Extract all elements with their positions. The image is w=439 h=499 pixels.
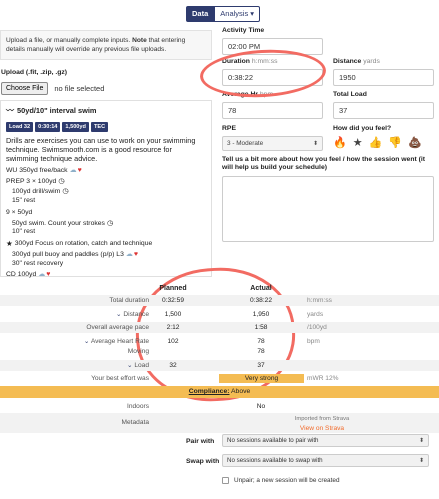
row-planned: 2:12 <box>166 324 180 331</box>
tab-bar <box>186 6 260 22</box>
step-text: CD 100yd <box>6 271 37 278</box>
feel-label: How did you feel? <box>333 125 392 132</box>
heart-icon: ♥ <box>133 251 139 258</box>
row-label <box>127 360 149 371</box>
heart-icon: ♥ <box>46 271 51 278</box>
chevron-down-icon: ⬍ <box>418 458 424 464</box>
caret-down-icon: ▾ <box>250 9 255 18</box>
pair-value: No sessions available to pair with <box>227 437 319 444</box>
step-text: 300yd pull buoy and paddles (p/p) L3 <box>12 251 124 258</box>
step-text: WU 350yd free/back <box>6 167 68 174</box>
cloud-icon: ☁ <box>69 167 77 174</box>
strava-imported: Imported from Strava <box>294 416 350 422</box>
avg-hr-input[interactable]: 78 <box>222 102 323 119</box>
tab-analysis[interactable] <box>214 6 260 22</box>
pair-select[interactable] <box>222 434 429 447</box>
compliance-label: Compliance: <box>188 388 230 395</box>
thumbs-up-icon[interactable]: 👍 <box>368 137 383 149</box>
pair-label: Pair with <box>186 438 215 445</box>
chevron-down-icon[interactable]: ⌄ <box>83 338 90 345</box>
unpair-checkbox[interactable] <box>222 477 229 484</box>
metadata-label: Metadata <box>121 419 149 426</box>
row-label: Your best effort was <box>91 375 149 382</box>
swim-icon: 〰 <box>6 106 14 115</box>
step-rest: 30" rest recovery <box>12 259 64 267</box>
chevron-down-icon: ⬍ <box>418 438 424 444</box>
row-label: Overall average pace <box>86 324 149 331</box>
table-row <box>0 295 439 306</box>
compliance-bar <box>0 386 439 398</box>
compliance-value: Above <box>229 388 251 395</box>
upload-label: Upload (.fit, .zip, .gz) <box>1 69 68 76</box>
workout-step <box>6 271 206 280</box>
chevron-down-icon[interactable]: ⌄ <box>126 362 133 369</box>
notes-label: Tell us a bit more about how you feel / how the session went (it will help us build your schedule) <box>222 156 426 171</box>
table-row <box>0 373 439 384</box>
row-label-text: Distance <box>123 311 149 318</box>
rpe-value: 3 - Moderate <box>227 140 264 147</box>
upload-info <box>0 30 212 60</box>
workout-step <box>6 209 206 218</box>
activity-time-label: Activity Time <box>222 27 265 34</box>
row-label <box>116 309 149 320</box>
step-text: 100yd drill/swim <box>12 188 61 195</box>
step-text: 9 × 50yd <box>6 209 33 216</box>
clock-icon: ◷ <box>58 177 65 185</box>
clock-icon: ◷ <box>106 219 114 227</box>
row-actual: 0:38:22 <box>250 297 272 304</box>
tab-data[interactable]: Data <box>186 6 214 22</box>
info-text-suffix: that entering details manually will override any previous file uploads. <box>6 37 186 53</box>
distance-label <box>333 58 380 65</box>
workout-step <box>6 167 206 176</box>
tab-analysis-label: Analysis <box>220 9 249 18</box>
duration-input[interactable]: 0:38:22 <box>222 69 323 86</box>
swap-select[interactable] <box>222 454 429 467</box>
avg-hr-unit: bpm <box>259 91 274 98</box>
workout-title: 50yd/10" interval swim <box>17 106 97 115</box>
workout-step <box>6 240 206 249</box>
unpair-option[interactable] <box>222 477 340 484</box>
swap-label: Swap with <box>186 458 220 465</box>
duration-label-text: Duration <box>222 58 250 65</box>
chevron-down-icon[interactable]: ⌄ <box>115 311 122 318</box>
workout-step <box>6 188 206 205</box>
row-unit: bpm <box>307 338 320 345</box>
step-text: PREP 3 × 100yd <box>6 177 57 185</box>
row-label-text: Average Heart Rate <box>90 338 149 345</box>
star-icon[interactable]: ★ <box>352 137 363 149</box>
total-load-input[interactable]: 37 <box>333 102 434 119</box>
notes-textarea[interactable] <box>222 176 434 242</box>
row-unit: yards <box>307 311 324 318</box>
step-text: 300yd Focus on rotation, catch and technique <box>14 239 153 247</box>
indoors-value: No <box>256 403 266 410</box>
row-actual: 37 <box>257 362 265 369</box>
row-actual: 1,950 <box>252 311 270 318</box>
duration-label <box>222 58 278 65</box>
row-label: Total duration <box>109 297 149 304</box>
row-unit: h:mm:ss <box>307 297 332 304</box>
duration-unit: h:mm:ss <box>251 58 278 65</box>
workout-description: Drills are exercises you can use to work on your swimming technique. Swimsmooth.com is a good resource for swimming technique advice. <box>6 136 196 163</box>
info-text: Upload a file, or manually complete inputs. <box>6 37 133 44</box>
workout-step <box>6 178 206 187</box>
badge-type: TEC <box>91 122 108 132</box>
table-row <box>0 309 439 320</box>
actual-header: Actual <box>250 285 272 292</box>
workout-step <box>6 251 206 268</box>
distance-unit: yards <box>363 58 380 65</box>
best-effort-badge: Very strong <box>219 374 304 383</box>
distance-input[interactable]: 1950 <box>333 69 434 86</box>
row-actual: 78 <box>257 338 265 345</box>
row-unit: /100yd <box>307 324 327 331</box>
table-row <box>0 360 439 371</box>
row-unit: mWR 12% <box>307 375 339 382</box>
activity-time-input[interactable]: 02:00 PM <box>222 38 323 55</box>
chevron-down-icon: ⬍ <box>312 141 318 147</box>
choose-file-button[interactable]: Choose File <box>1 82 48 95</box>
step-rest: 15" rest <box>12 196 36 204</box>
metadata-value <box>282 414 362 433</box>
avg-hr-label <box>222 91 273 98</box>
swap-value: No sessions available to swap with <box>227 457 323 464</box>
unpair-label: Unpair; a new session will be created <box>234 477 340 484</box>
fire-icon[interactable]: 🔥 <box>333 137 347 149</box>
row-planned: 0:32:59 <box>162 297 184 304</box>
row-planned: 32 <box>169 362 177 369</box>
table-row <box>0 413 439 433</box>
workout-step <box>6 220 206 237</box>
indoors-label: Indoors <box>127 403 149 410</box>
step-text: 50yd swim. Count your strokes <box>12 219 105 227</box>
poop-icon[interactable]: 💩 <box>407 137 422 149</box>
badge-duration: 0:30:14 <box>35 122 60 132</box>
star-icon: ★ <box>6 238 13 248</box>
table-header <box>0 283 439 294</box>
row-planned: 102 <box>167 338 179 345</box>
clock-icon: ◷ <box>62 188 69 195</box>
table-row <box>0 322 439 333</box>
avg-hr-label-text: Average Hr <box>222 91 259 98</box>
step-rest: 10" rest <box>12 228 36 235</box>
rpe-select[interactable] <box>222 136 323 151</box>
cloud-icon: ☁ <box>38 271 46 278</box>
view-on-strava-link[interactable]: View on Strava <box>299 425 345 432</box>
feel-icons <box>333 136 422 149</box>
row-actual: 1:58 <box>254 324 268 331</box>
row-label-text: Load <box>134 362 149 369</box>
table-row <box>0 401 439 412</box>
thumbs-down-icon[interactable]: 👎 <box>388 137 402 149</box>
rpe-label: RPE <box>222 125 236 132</box>
file-status: no file selected <box>54 84 105 93</box>
total-load-label: Total Load <box>333 91 367 98</box>
row-planned: 1,500 <box>164 311 182 318</box>
distance-label-text: Distance <box>333 58 362 65</box>
planned-header: Planned <box>159 285 187 292</box>
info-note: Note <box>132 37 147 44</box>
table-row <box>0 346 439 357</box>
workout-card <box>0 100 212 277</box>
cloud-icon: ☁ <box>125 251 133 258</box>
badge-distance: 1,500yd <box>62 122 89 132</box>
file-row <box>1 82 104 95</box>
heart-icon: ♥ <box>77 167 82 174</box>
badge-load: Load 32 <box>6 122 33 132</box>
row-label: Moving <box>127 348 149 355</box>
workout-title-row <box>6 105 206 116</box>
workout-badges <box>6 122 206 132</box>
row-actual: 78 <box>257 348 265 355</box>
